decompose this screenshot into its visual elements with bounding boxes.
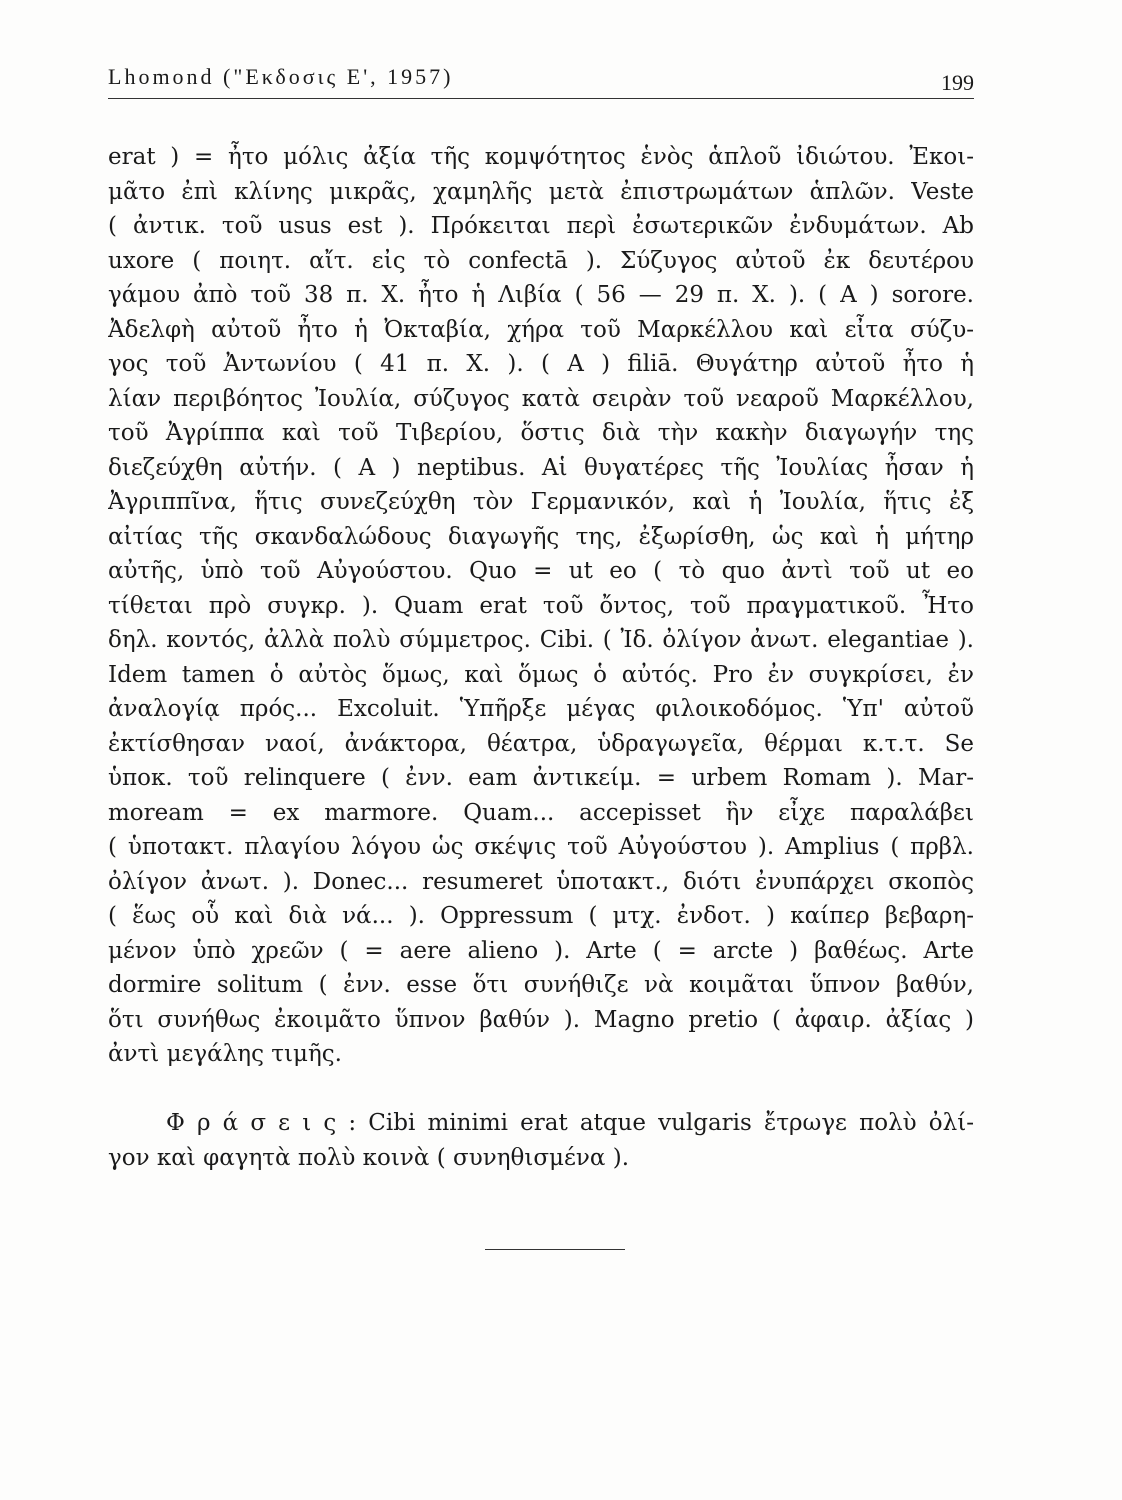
text-line: λίαν περιβόητος Ἰουλία, σύζυγος κατὰ σειρὰν τοῦ νεαροῦ Μαρκέλλου,	[108, 385, 974, 412]
text-line: τοῦ Ἀγρίππα καὶ τοῦ Τιβερίου, ὅστις διὰ τὴν κακὴν διαγωγήν της	[108, 420, 974, 446]
text-line: ἀντὶ μεγάλης τιμῆς.	[108, 1041, 342, 1067]
text-line: uxore ( ποιητ. αἴτ. εἰς τὸ confectā ). Σύζυγος αὐτοῦ ἐκ δευτέρου	[108, 247, 974, 274]
text-line: Idem tamen ὁ αὐτὸς ὅμως, καὶ ὅμως ὁ αὐτός. Pro ἐν συγκρίσει, ἐν	[108, 661, 974, 688]
text-line: ὀλίγον ἀνωτ. ). Donec... resumeret ὑποτακτ., διότι ἐνυπάρχει σκοπὸς	[108, 868, 974, 895]
text-line: τίθεται πρὸ συγκρ. ). Quam erat τοῦ ὄντος, τοῦ πραγματικοῦ. Ἦτο	[108, 592, 974, 619]
text-line: αἰτίας τῆς σκανδαλώδους διαγωγῆς της, ἐξωρίσθη, ὡς καὶ ἡ μήτηρ	[108, 523, 974, 550]
text-line: ἐκτίσθησαν ναοί, ἀνάκτορα, θέατρα, ὑδραγωγεῖα, θέρμαι κ.τ.τ. Se	[108, 730, 974, 757]
text-line: Ἀγριππῖνα, ἥτις συνεζεύχθη τὸν Γερμανικόν, καὶ ἡ Ἰουλία, ἥτις ἐξ	[108, 489, 974, 515]
text-line: moream = ex marmore. Quam... accepisset ἣν εἶχε παραλάβει	[108, 799, 974, 826]
text-line: μένον ὑπὸ χρεῶν ( = aere alieno ). Arte ( = arcte ) βαθέως. Arte	[108, 937, 974, 964]
text-line: ὅτι συνήθως ἐκοιμᾶτο ὕπνον βαθύν ). Magno pretio ( ἀφαιρ. ἀξίας )	[108, 1006, 974, 1033]
phrases-paragraph	[108, 1106, 974, 1175]
text-line: δηλ. κοντός, ἀλλὰ πολὺ σύμμετρος. Cibi. ( Ἰδ. ὀλίγον ἀνωτ. elegantiae ).	[108, 627, 974, 653]
text-line: dormire solitum ( ἐνν. esse ὅτι συνήθιζε νὰ κοιμᾶται ὕπνον βαθύν,	[108, 972, 974, 998]
text-line: αὐτῆς, ὑπὸ τοῦ Αὐγούστου. Quo = ut eo ( τὸ quo ἀντὶ τοῦ ut eo	[108, 558, 974, 584]
phrases-line: γον καὶ φαγητὰ πολὺ κοινὰ ( συνηθισμένα ).	[108, 1144, 630, 1171]
page-header	[108, 62, 974, 99]
section-divider	[485, 1249, 625, 1250]
text-line: ὑποκ. τοῦ relinquere ( ἐνν. eam ἀντικείμ. = urbem Romam ). Mar-	[108, 765, 974, 791]
running-title: Lhomond ("Εκδοσις Ε', 1957)	[108, 64, 454, 89]
text-line: erat ) = ἦτο μόλις ἀξία τῆς κομψότητος ἑνὸς ἁπλοῦ ἰδιώτου. Ἐκοι-	[108, 144, 974, 170]
text-line: ( ὑποτακτ. πλαγίου λόγου ὡς σκέψις τοῦ Αὐγούστου ). Amplius ( πρβλ.	[108, 834, 974, 860]
text-line: ( ἕως οὗ καὶ διὰ νά... ). Oppressum ( μτχ. ἐνδοτ. ) καίπερ βεβαρη-	[108, 903, 974, 929]
text-line: ἀναλογίᾳ πρός... Excoluit. Ὑπῆρξε μέγας φιλοικοδόμος. Ὑπ' αὐτοῦ	[108, 696, 974, 722]
text-line: μᾶτο ἐπὶ κλίνης μικρᾶς, χαμηλῆς μετὰ ἐπιστρωμάτων ἁπλῶν. Veste	[108, 178, 974, 205]
commentary-paragraph	[108, 140, 974, 1072]
phrases-line: Φ ρ ά σ ε ι ς : Cibi minimi erat atque vulgaris ἔτρωγε πολὺ ὀλί-	[166, 1110, 974, 1136]
text-line: διεζεύχθη αὐτήν. ( Α ) neptibus. Αἱ θυγατέρες τῆς Ἰουλίας ἦσαν ἡ	[108, 454, 974, 481]
page-number: 199	[941, 70, 974, 95]
text-line: γάμου ἀπὸ τοῦ 38 π. Χ. ἦτο ἡ Λιβία ( 56 — 29 π. Χ. ). ( Α ) sorore.	[108, 282, 974, 308]
text-line: ( ἀντικ. τοῦ usus est ). Πρόκειται περὶ ἐσωτερικῶν ἐνδυμάτων. Ab	[108, 213, 974, 239]
text-line: Ἀδελφὴ αὐτοῦ ἦτο ἡ Ὀκταβία, χήρα τοῦ Μαρκέλλου καὶ εἶτα σύζυ-	[108, 316, 974, 343]
text-line: γος τοῦ Ἀντωνίου ( 41 π. Χ. ). ( Α ) filiā. Θυγάτηρ αὐτοῦ ἦτο ἡ	[108, 351, 974, 377]
